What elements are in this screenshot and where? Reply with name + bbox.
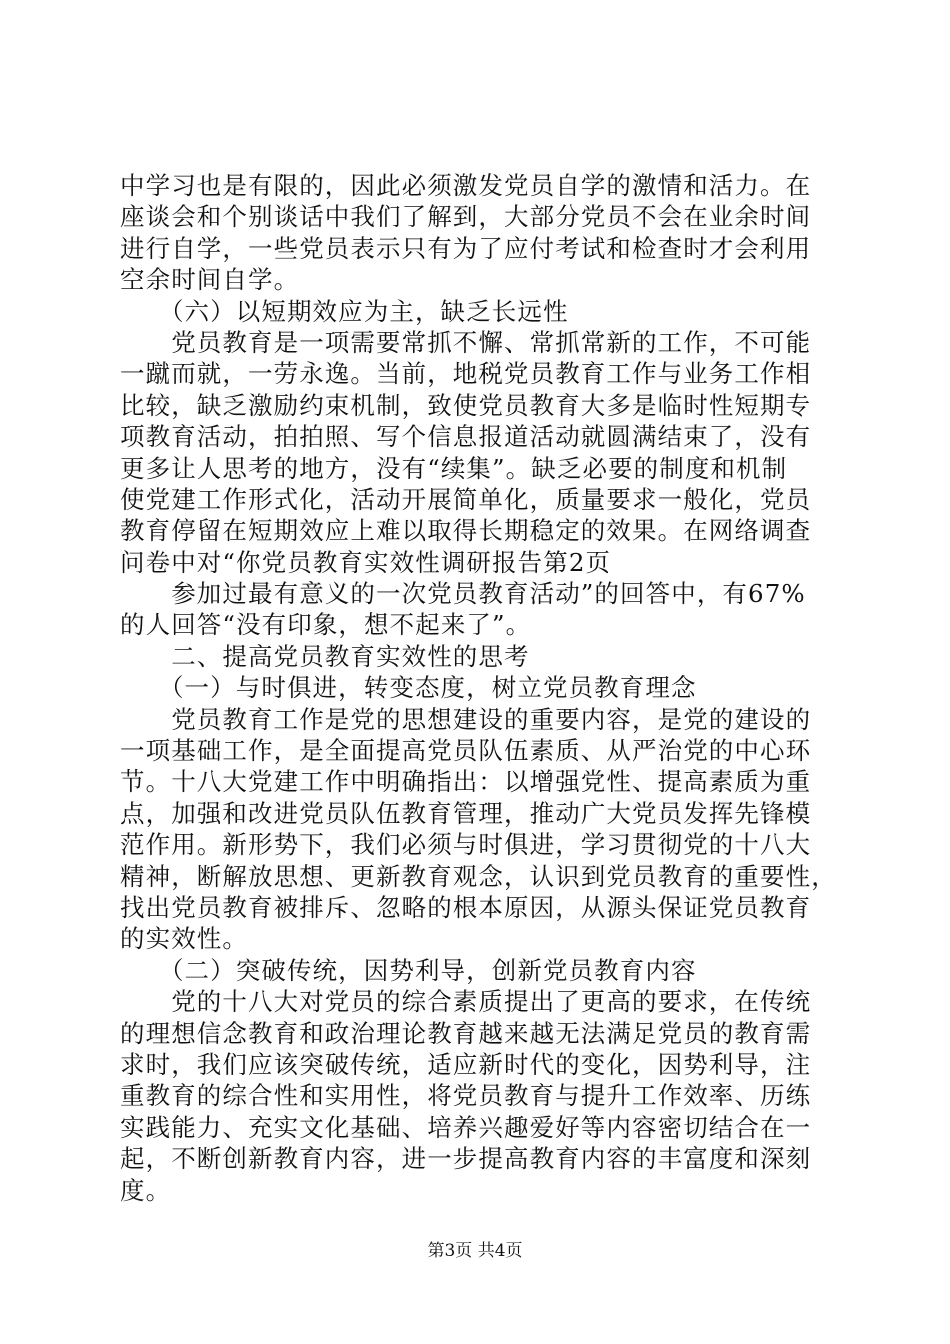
text-line: 求时，我们应该突破传统，适应新时代的变化，因势利导，注: [120, 1049, 812, 1079]
text-line: 节。十八大党建工作中明确指出：以增强党性、提高素质为重: [120, 767, 812, 797]
text-line: 问卷中对“你党员教育实效性调研报告第2页: [120, 547, 612, 577]
text-line: 党的十八大对党员的综合素质提出了更高的要求，在传统: [120, 987, 812, 1017]
text-line: 的理想信念教育和政治理论教育越来越无法满足党员的教育需: [120, 1018, 812, 1048]
text-line: （二）突破传统，因势利导，创新党员教育内容: [120, 955, 697, 985]
text-line: 的实效性。: [120, 924, 248, 954]
text-line: 使党建工作形式化，活动开展简单化，质量要求一般化，党员: [120, 484, 812, 514]
text-line: 一项基础工作，是全面提高党员队伍素质、从严治党的中心环: [120, 736, 812, 766]
text-line: 进行自学，一些党员表示只有为了应付考试和检查时才会利用: [120, 233, 812, 263]
text-line: 精神，断解放思想、更新教育观念，认识到党员教育的重要性，: [120, 861, 837, 891]
text-line: 范作用。新形势下，我们必须与时俱进，学习贯彻党的十八大: [120, 830, 812, 860]
text-line: 项教育活动，拍拍照、写个信息报道活动就圆满结束了，没有: [120, 422, 812, 452]
text-line: 教育停留在短期效应上难以取得长期稳定的效果。在网络调查: [120, 516, 812, 546]
text-line: 重教育的综合性和实用性，将党员教育与提升工作效率、历练: [120, 1081, 812, 1111]
text-line: 空余时间自学。: [120, 265, 300, 295]
text-line: 度。: [120, 1175, 172, 1205]
page-footer: 第3页 共4页: [427, 1241, 523, 1261]
text-line: 比较，缺乏激励约束机制，致使党员教育大多是临时性短期专: [120, 390, 812, 420]
text-line: （六）以短期效应为主，缺乏长远性: [120, 296, 569, 326]
text-line: 更多让人思考的地方，没有“续集”。缺乏必要的制度和机制: [120, 453, 788, 483]
text-line: 起，不断创新教育内容，进一步提高教育内容的丰富度和深刻: [120, 1144, 812, 1174]
text-line: 找出党员教育被排斥、忽略的根本原因，从源头保证党员教育: [120, 892, 812, 922]
text-line: 一蹴而就，一劳永逸。当前，地税党员教育工作与业务工作相: [120, 359, 812, 389]
body-text: [120, 170, 837, 1206]
text-line: 党员教育工作是党的思想建设的重要内容，是党的建设的: [120, 704, 812, 734]
text-line: 中学习也是有限的，因此必须激发党员自学的激情和活力。在: [120, 171, 812, 200]
text-line: 的人回答“没有印象，想不起来了”。: [120, 610, 532, 640]
text-line: 参加过最有意义的一次党员教育活动”的回答中，有67%: [120, 579, 806, 609]
text-line: 实践能力、充实文化基础、培养兴趣爱好等内容密切结合在一: [120, 1112, 812, 1142]
text-line: 二、提高党员教育实效性的思考: [120, 641, 530, 671]
text-line: 座谈会和个别谈话中我们了解到，大部分党员不会在业余时间: [120, 202, 812, 232]
text-line: 党员教育是一项需要常抓不懈、常抓常新的工作，不可能: [120, 327, 812, 357]
text-line: （一）与时俱进，转变态度，树立党员教育理念: [120, 673, 697, 703]
text-line: 点，加强和改进党员队伍教育管理，推动广大党员发挥先锋模: [120, 798, 812, 828]
